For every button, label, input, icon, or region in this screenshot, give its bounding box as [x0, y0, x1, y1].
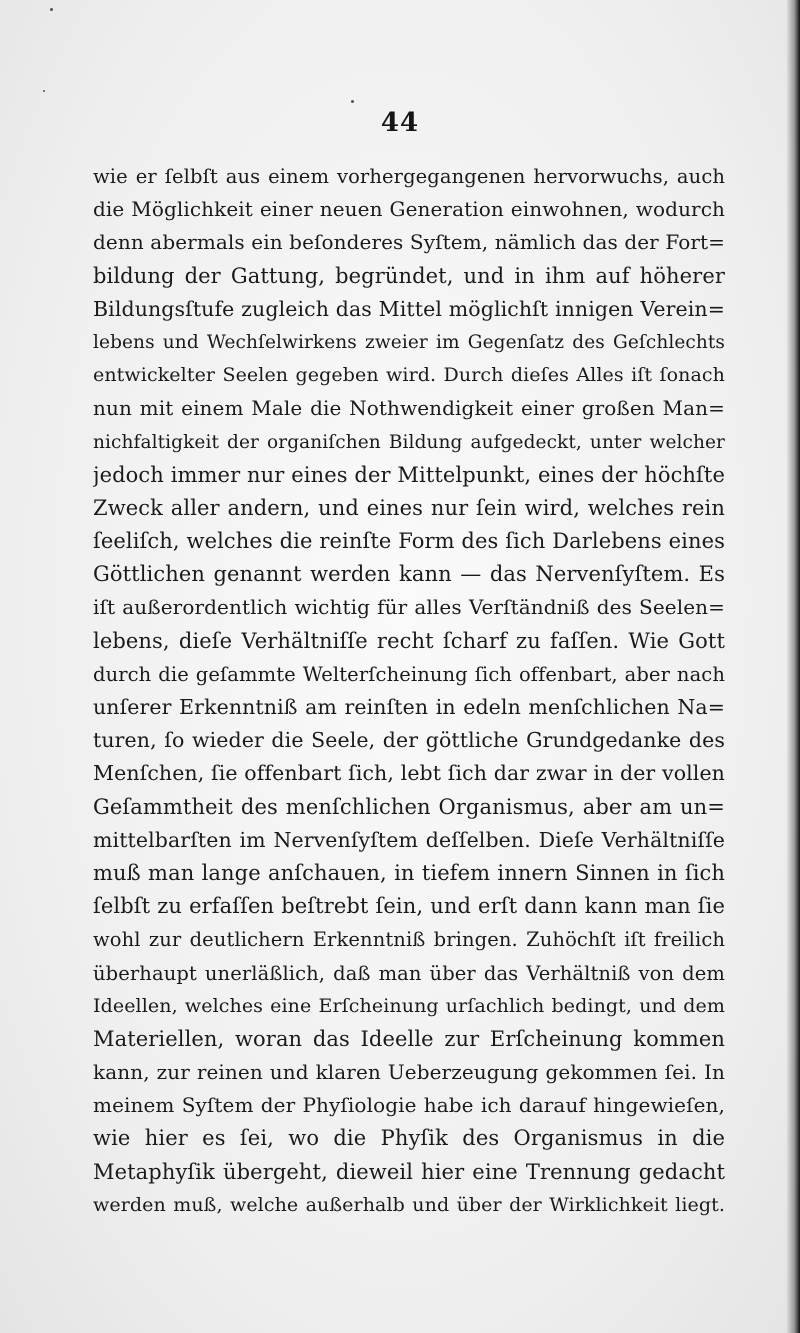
paper-speck [50, 8, 53, 11]
text-line: Zweck aller andern, und eines nur ſein wird, welches rein [93, 495, 725, 520]
text-line: Göttlichen genannt werden kann — das Nervenſyſtem. Es [93, 562, 725, 587]
text-line: Ideellen, welches eine Erſcheinung urſachlich bedingt, und dem [93, 994, 725, 1017]
text-line: kann, zur reinen und klaren Ueberzeugung gekommen ſei. In [93, 1060, 725, 1085]
text-line: jedoch immer nur eines der Mittelpunkt, eines der höchſte [93, 462, 725, 487]
text-line: ſelbſt zu erfaſſen beſtrebt ſein, und erſt dann kann man ſie [93, 894, 725, 919]
text-line: iſt außerordentlich wichtig für alles Verſtändniß des Seelen= [93, 595, 725, 620]
text-line: meinem Syſtem der Phyſiologie habe ich darauf hingewieſen, [93, 1093, 725, 1118]
text-line: wie hier es ſei, wo die Phyſik des Organismus in die [93, 1126, 725, 1151]
text-line: entwickelter Seelen gegeben wird. Durch dieſes Alles iſt ſonach [93, 364, 725, 387]
text-line: lebens und Wechſelwirkens zweier im Gegenſatz des Geſchlechts [93, 331, 725, 353]
text-line: lebens, dieſe Verhältniſſe recht ſcharf zu faſſen. Wie Gott [93, 628, 725, 653]
paper-speck [351, 100, 354, 103]
text-line: die Möglichkeit einer neuen Generation einwohnen, wodurch [93, 197, 725, 222]
text-line: Metaphyſik übergeht, dieweil hier eine Trennung gedacht [93, 1159, 725, 1184]
page-number: 44 [380, 108, 420, 138]
text-line: Materiellen, woran das Ideelle zur Erſcheinung kommen [93, 1026, 725, 1051]
text-line: bildung der Gattung, begründet, und in ihm auf höherer [93, 263, 725, 288]
text-line: Bildungsſtufe zugleich das Mittel möglichſt innigen Verein= [93, 296, 725, 321]
text-line: werden muß, welche außerhalb und über der Wirklichkeit liegt. [93, 1193, 725, 1216]
text-line: nichfaltigkeit der organiſchen Bildung aufgedeckt, unter welcher [93, 431, 725, 453]
text-line: unſerer Erkenntniß am reinſten in edeln menſchlichen Na= [93, 695, 725, 719]
text-line: muß man lange anſchauen, in tiefem innern Sinnen in ſich [93, 860, 725, 885]
text-line: durch die geſammte Welterſcheinung ſich offenbart, aber nach [93, 662, 725, 686]
text-line: mittelbarſten im Nervenſyſtem deſſelben. Dieſe Verhältniſſe [93, 827, 725, 852]
text-line: wohl zur deutlichern Erkenntniß bringen. Zuhöchſt iſt freilich [93, 928, 725, 952]
body-text [93, 160, 725, 1222]
text-line: überhaupt unerläßlich, daß man über das Verhältniß von dem [93, 961, 725, 985]
text-line: denn abermals ein beſonderes Syſtem, nämlich das der Fort= [93, 230, 725, 255]
text-line: Menſchen, ſie offenbart ſich, lebt ſich dar zwar in der vollen [93, 761, 725, 786]
page-edge-shadow [786, 0, 800, 1333]
text-line: ſeeliſch, welches die reinſte Form des ſich Darlebens eines [93, 529, 725, 554]
text-line: wie er ſelbſt aus einem vorhergegangenen hervorwuchs, auch [93, 165, 725, 188]
text-line: turen, ſo wieder die Seele, der göttliche Grundgedanke des [93, 728, 725, 753]
text-line: Geſammtheit des menſchlichen Organismus, aber am un= [93, 794, 725, 819]
text-line: nun mit einem Male die Nothwendigkeit einer großen Man= [93, 396, 725, 421]
paper-speck [43, 90, 45, 92]
